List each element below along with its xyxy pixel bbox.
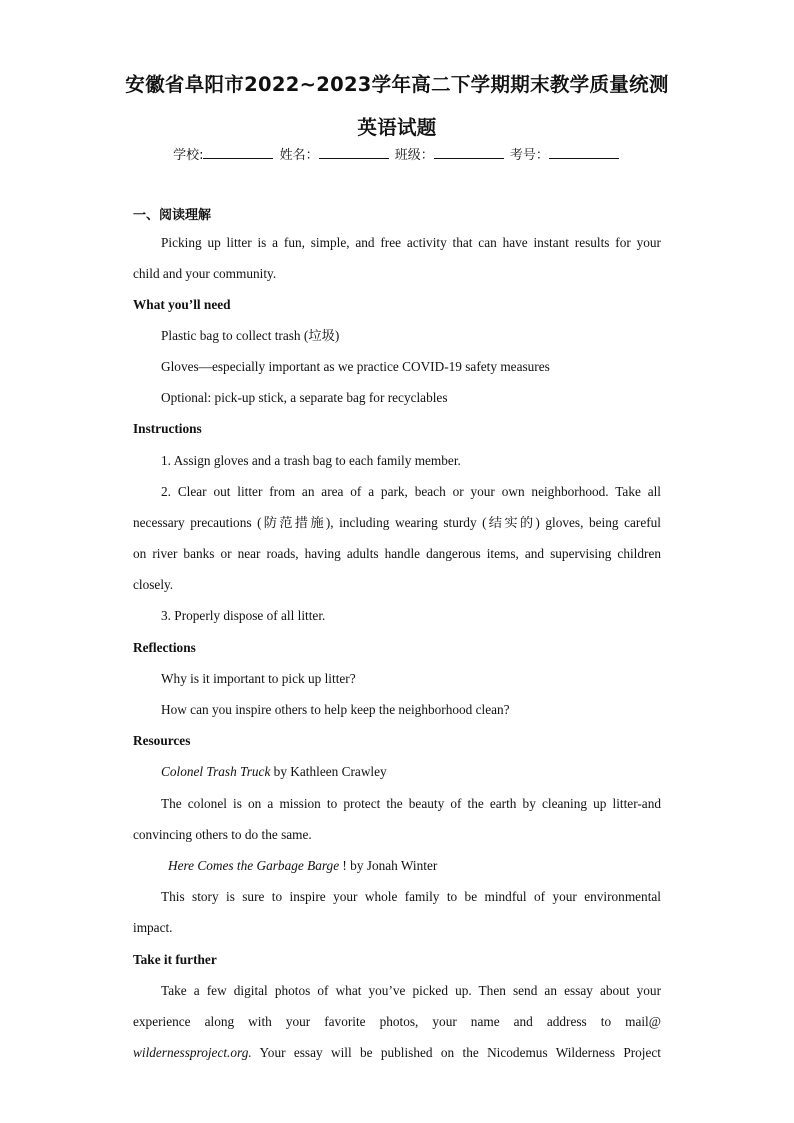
intro-line: Picking up litter is a fun, simple, and free activity that can have instant results for your [161, 235, 661, 250]
instructions-heading: Instructions [133, 421, 202, 436]
book-author: by Kathleen Crawley [270, 764, 387, 779]
further-text [133, 1045, 661, 1061]
resource-desc: convincing others to do the same. [133, 827, 312, 842]
further-text-rest: Your essay will be published on the Nicodemus Wilderness Project [251, 1045, 661, 1060]
book-author: ! by Jonah Winter [339, 858, 438, 873]
instruction-item: 1. Assign gloves and a trash bag to each family member. [161, 453, 461, 468]
reflections-heading: Reflections [133, 640, 196, 655]
instruction-item: 3. Properly dispose of all litter. [161, 608, 326, 623]
instruction-item: closely. [133, 577, 174, 592]
school-label: 学校: [173, 148, 204, 163]
reflection-item: Why is it important to pick up litter? [161, 671, 356, 686]
class-blank [434, 144, 504, 159]
name-label: 姓名： [279, 148, 319, 163]
resources-heading: Resources [133, 733, 191, 748]
instruction-item: 2. Clear out litter from an area of a park, beach or your own neighborhood. Take all [161, 484, 661, 499]
instruction-item: on river banks or near roads, having adults handle dangerous items, and supervising children [133, 546, 661, 561]
reflection-item: How can you inspire others to help keep the neighborhood clean? [161, 702, 510, 717]
further-heading: Take it further [133, 952, 217, 967]
email-domain-link[interactable]: wildernessproject.org. [133, 1045, 252, 1060]
need-item: Plastic bag to collect trash (垃圾) [161, 328, 340, 343]
further-text: Take a few digital photos of what you’ve picked up. Then send an essay about your [161, 983, 661, 998]
section-heading: 一、阅读理解 [133, 208, 212, 223]
class-label: 班级： [394, 148, 434, 163]
resource-desc: impact. [133, 920, 173, 935]
book-title: Here Comes the Garbage Barge [168, 858, 340, 873]
resource-desc: This story is sure to inspire your whole family to be mindful of your environmental [161, 889, 661, 904]
need-item: Gloves—especially important as we practice COVID-19 safety measures [161, 359, 550, 374]
exam-number-label: 考号： [509, 148, 549, 163]
need-item: Optional: pick-up stick, a separate bag for recyclables [161, 390, 448, 405]
resource-entry [168, 858, 668, 874]
further-text: experience along with your favorite photos, your name and address to mail@ [133, 1014, 661, 1029]
exam-title: 安徽省阜阳市2022~2023学年高二下学期期末教学质量统测 [125, 73, 669, 96]
intro-line: child and your community. [133, 266, 277, 281]
instruction-item: necessary precautions (防范措施), including wearing sturdy (结实的) gloves, being careful [133, 515, 661, 530]
school-blank [203, 144, 273, 159]
resource-entry [161, 764, 661, 780]
book-title: Colonel Trash Truck [161, 764, 271, 779]
student-info-row [0, 144, 794, 163]
exam-number-blank [549, 144, 619, 159]
name-blank [319, 144, 389, 159]
exam-subtitle: 英语试题 [357, 116, 437, 139]
need-heading: What you’ll need [133, 297, 231, 312]
resource-desc: The colonel is on a mission to protect the beauty of the earth by cleaning up litter-and [161, 796, 661, 811]
